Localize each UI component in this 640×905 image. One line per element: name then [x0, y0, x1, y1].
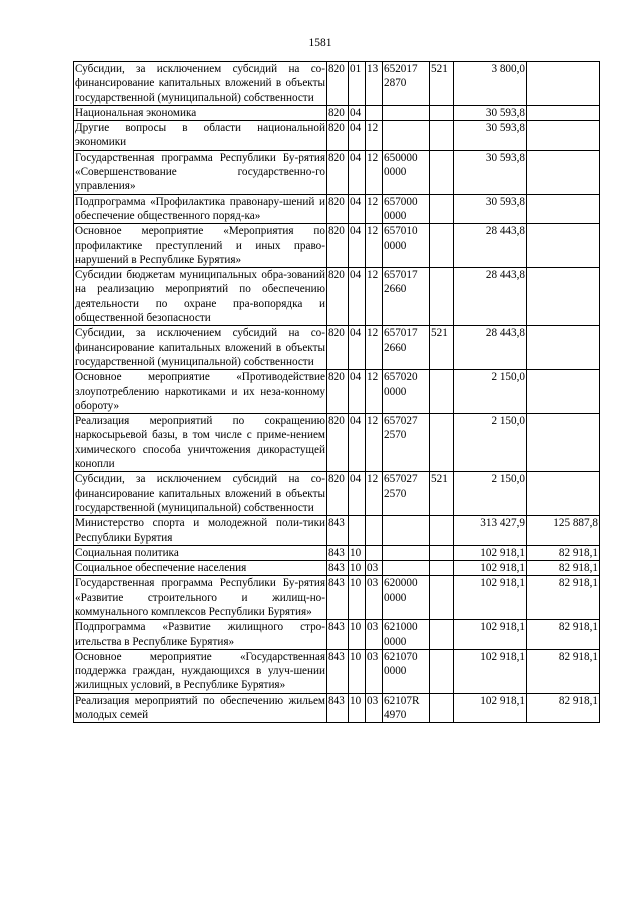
table-row — [74, 150, 600, 194]
subsection-code-cell: 12 — [366, 121, 383, 151]
amount-cell-second — [527, 62, 600, 106]
department-code-cell: 843 — [327, 561, 349, 576]
table-row — [74, 121, 600, 151]
target-article-code-cell — [383, 105, 430, 120]
target-article-code-cell — [383, 516, 430, 546]
expense-type-code-cell — [430, 268, 454, 326]
table-row — [74, 62, 600, 106]
item-name-cell: Социальное обеспечение населения — [74, 561, 327, 576]
target-article-code-cell — [383, 545, 430, 560]
table-row — [74, 105, 600, 120]
section-code-cell: 04 — [349, 224, 366, 268]
amount-cell-second — [527, 224, 600, 268]
department-code-cell: 820 — [327, 194, 349, 224]
table-row — [74, 224, 600, 268]
expense-type-code-cell — [430, 105, 454, 120]
target-article-code-cell: 62107R 4970 — [383, 693, 430, 723]
department-code-cell: 820 — [327, 224, 349, 268]
amount-cell: 30 593,8 — [454, 150, 527, 194]
amount-cell: 102 918,1 — [454, 561, 527, 576]
table-row — [74, 472, 600, 516]
subsection-code-cell: 12 — [366, 472, 383, 516]
expense-type-code-cell — [430, 414, 454, 472]
amount-cell: 2 150,0 — [454, 472, 527, 516]
amount-cell-second — [527, 268, 600, 326]
table-row — [74, 576, 600, 620]
subsection-code-cell — [366, 105, 383, 120]
table-body — [74, 62, 600, 723]
table-row — [74, 561, 600, 576]
amount-cell: 3 800,0 — [454, 62, 527, 106]
department-code-cell: 843 — [327, 649, 349, 693]
item-name-cell: Другие вопросы в области национальной экономики — [75, 122, 325, 149]
amount-cell-second: 125 887,8 — [527, 516, 600, 546]
department-code-cell: 843 — [327, 516, 349, 546]
expense-type-code-cell — [430, 516, 454, 546]
item-name-cell: Реализация мероприятий по обеспечению жильем молодых семей — [75, 694, 325, 722]
section-code-cell: 10 — [349, 576, 366, 620]
section-code-cell: 04 — [349, 105, 366, 120]
target-article-code-cell: 620000 0000 — [383, 576, 430, 620]
expense-type-code-cell: 521 — [430, 472, 454, 516]
amount-cell-second: 82 918,1 — [527, 561, 600, 576]
section-code-cell: 10 — [349, 561, 366, 576]
amount-cell: 30 593,8 — [454, 194, 527, 224]
expense-type-code-cell — [430, 370, 454, 414]
page-number: 1581 — [308, 37, 332, 49]
target-article-code-cell: 657000 0000 — [383, 194, 430, 224]
table-row — [74, 370, 600, 414]
subsection-code-cell: 03 — [366, 693, 383, 723]
subsection-code-cell: 12 — [366, 268, 383, 326]
subsection-code-cell: 12 — [366, 224, 383, 268]
item-name-cell: Основное мероприятие «Государственная поддержка граждан, нуждающихся в улуч-шении жилищных условий, в Республике Бурятия» — [75, 650, 325, 692]
target-article-code-cell: 652017 2870 — [383, 62, 430, 106]
item-name-cell: Субсидии бюджетам муниципальных обра-зований на реализацию мероприятий по обеспечению деятельности по охране пра-вопорядка и общественной безопасности — [75, 269, 325, 325]
department-code-cell: 820 — [327, 326, 349, 370]
amount-cell: 102 918,1 — [454, 649, 527, 693]
expense-type-code-cell: 521 — [430, 326, 454, 370]
target-article-code-cell: 621070 0000 — [383, 649, 430, 693]
section-code-cell: 01 — [349, 62, 366, 106]
amount-cell-second — [527, 121, 600, 151]
item-name-cell: Национальная экономика — [74, 105, 327, 120]
section-code-cell: 10 — [349, 649, 366, 693]
department-code-cell: 843 — [327, 693, 349, 723]
item-name-cell: Государственная программа Республики Бу-рятия «Совершенствование государственно-го управления» — [75, 151, 325, 193]
subsection-code-cell: 13 — [366, 62, 383, 106]
department-code-cell: 820 — [327, 370, 349, 414]
department-code-cell: 820 — [327, 414, 349, 472]
target-article-code-cell: 621000 0000 — [383, 620, 430, 650]
section-code-cell: 04 — [349, 121, 366, 151]
amount-cell-second: 82 918,1 — [527, 576, 600, 620]
section-code-cell: 04 — [349, 370, 366, 414]
subsection-code-cell — [366, 545, 383, 560]
item-name-cell: Реализация мероприятий по сокращению наркосырьевой базы, в том числе с приме-нением химического способа уничтожения дикорастущей конопли — [75, 415, 325, 471]
department-code-cell: 820 — [327, 472, 349, 516]
amount-cell-second — [527, 370, 600, 414]
department-code-cell: 843 — [327, 545, 349, 560]
budget-table — [73, 61, 600, 723]
amount-cell: 30 593,8 — [454, 105, 527, 120]
item-name-cell: Основное мероприятие «Мероприятия по профилактике преступлений и иных право-нарушений в Республике Бурятия» — [75, 225, 325, 266]
amount-cell: 2 150,0 — [454, 370, 527, 414]
department-code-cell: 820 — [327, 62, 349, 106]
subsection-code-cell: 12 — [366, 194, 383, 224]
target-article-code-cell: 650000 0000 — [383, 150, 430, 194]
amount-cell: 313 427,9 — [454, 516, 527, 546]
expense-type-code-cell — [430, 194, 454, 224]
amount-cell-second — [527, 414, 600, 472]
subsection-code-cell: 12 — [366, 326, 383, 370]
department-code-cell: 820 — [327, 150, 349, 194]
amount-cell: 102 918,1 — [454, 545, 527, 560]
subsection-code-cell — [366, 516, 383, 546]
subsection-code-cell: 03 — [366, 576, 383, 620]
section-code-cell: 04 — [349, 472, 366, 516]
expense-type-code-cell — [430, 576, 454, 620]
amount-cell: 2 150,0 — [454, 414, 527, 472]
amount-cell-second — [527, 105, 600, 120]
table-row — [74, 268, 600, 326]
subsection-code-cell: 03 — [366, 561, 383, 576]
expense-type-code-cell: 521 — [430, 62, 454, 106]
amount-cell-second: 82 918,1 — [527, 545, 600, 560]
table-row — [74, 649, 600, 693]
target-article-code-cell: 657027 2570 — [383, 472, 430, 516]
target-article-code-cell: 657017 2660 — [383, 268, 430, 326]
item-name-cell: Субсидии, за исключением субсидий на со-финансирование капитальных вложений в объекты государственной (муниципальной) собственности — [75, 473, 325, 514]
department-code-cell: 820 — [327, 105, 349, 120]
target-article-code-cell: 657017 2660 — [383, 326, 430, 370]
section-code-cell: 10 — [349, 545, 366, 560]
amount-cell: 28 443,8 — [454, 268, 527, 326]
amount-cell-second — [527, 150, 600, 194]
section-code-cell: 04 — [349, 414, 366, 472]
amount-cell-second — [527, 472, 600, 516]
section-code-cell: 10 — [349, 620, 366, 650]
expense-type-code-cell — [430, 693, 454, 723]
amount-cell: 102 918,1 — [454, 693, 527, 723]
target-article-code-cell: 657027 2570 — [383, 414, 430, 472]
item-name-cell: Социальная политика — [74, 545, 327, 560]
item-name-cell: Подпрограмма «Развитие жилищного стро-ительства в Республике Бурятия» — [75, 621, 325, 648]
amount-cell-second: 82 918,1 — [527, 620, 600, 650]
expense-type-code-cell — [430, 561, 454, 576]
expense-type-code-cell — [430, 150, 454, 194]
section-code-cell: 04 — [349, 194, 366, 224]
table-row — [74, 693, 600, 723]
table-row — [74, 414, 600, 472]
department-code-cell: 843 — [327, 576, 349, 620]
amount-cell: 28 443,8 — [454, 224, 527, 268]
table-row — [74, 516, 600, 546]
item-name-cell: Министерство спорта и молодежной поли-тики Республики Бурятия — [75, 517, 325, 544]
amount-cell: 28 443,8 — [454, 326, 527, 370]
department-code-cell: 843 — [327, 620, 349, 650]
amount-cell: 102 918,1 — [454, 576, 527, 620]
amount-cell-second: 82 918,1 — [527, 649, 600, 693]
amount-cell-second: 82 918,1 — [527, 693, 600, 723]
subsection-code-cell: 03 — [366, 649, 383, 693]
subsection-code-cell: 03 — [366, 620, 383, 650]
item-name-cell: Субсидии, за исключением субсидий на со-финансирование капитальных вложений в объекты государственной (муниципальной) собственности — [75, 63, 325, 104]
item-name-cell: Основное мероприятие «Противодействие злоупотреблению наркотиками и их неза-конному обороту» — [75, 371, 325, 412]
amount-cell: 102 918,1 — [454, 620, 527, 650]
table-row — [74, 620, 600, 650]
section-code-cell: 04 — [349, 150, 366, 194]
amount-cell-second — [527, 194, 600, 224]
target-article-code-cell — [383, 561, 430, 576]
section-code-cell: 04 — [349, 326, 366, 370]
section-code-cell — [349, 516, 366, 546]
expense-type-code-cell — [430, 620, 454, 650]
target-article-code-cell — [383, 121, 430, 151]
expense-type-code-cell — [430, 121, 454, 151]
expense-type-code-cell — [430, 224, 454, 268]
subsection-code-cell: 12 — [366, 150, 383, 194]
expense-type-code-cell — [430, 545, 454, 560]
item-name-cell: Государственная программа Республики Бу-рятия «Развитие строительного и жилищ-но-коммунального комплексов Республики Бурятия» — [75, 577, 325, 618]
section-code-cell: 10 — [349, 693, 366, 723]
table-row — [74, 326, 600, 370]
item-name-cell: Подпрограмма «Профилактика правонару-шений и обеспечение общественного поряд-ка» — [75, 195, 325, 222]
target-article-code-cell: 657020 0000 — [383, 370, 430, 414]
target-article-code-cell: 657010 0000 — [383, 224, 430, 268]
department-code-cell: 820 — [327, 268, 349, 326]
subsection-code-cell: 12 — [366, 414, 383, 472]
department-code-cell: 820 — [327, 121, 349, 151]
section-code-cell: 04 — [349, 268, 366, 326]
subsection-code-cell: 12 — [366, 370, 383, 414]
amount-cell: 30 593,8 — [454, 121, 527, 151]
table-row — [74, 545, 600, 560]
table-row — [74, 194, 600, 224]
amount-cell-second — [527, 326, 600, 370]
item-name-cell: Субсидии, за исключением субсидий на со-финансирование капитальных вложений в объекты государственной (муниципальной) собственности — [75, 327, 325, 368]
expense-type-code-cell — [430, 649, 454, 693]
